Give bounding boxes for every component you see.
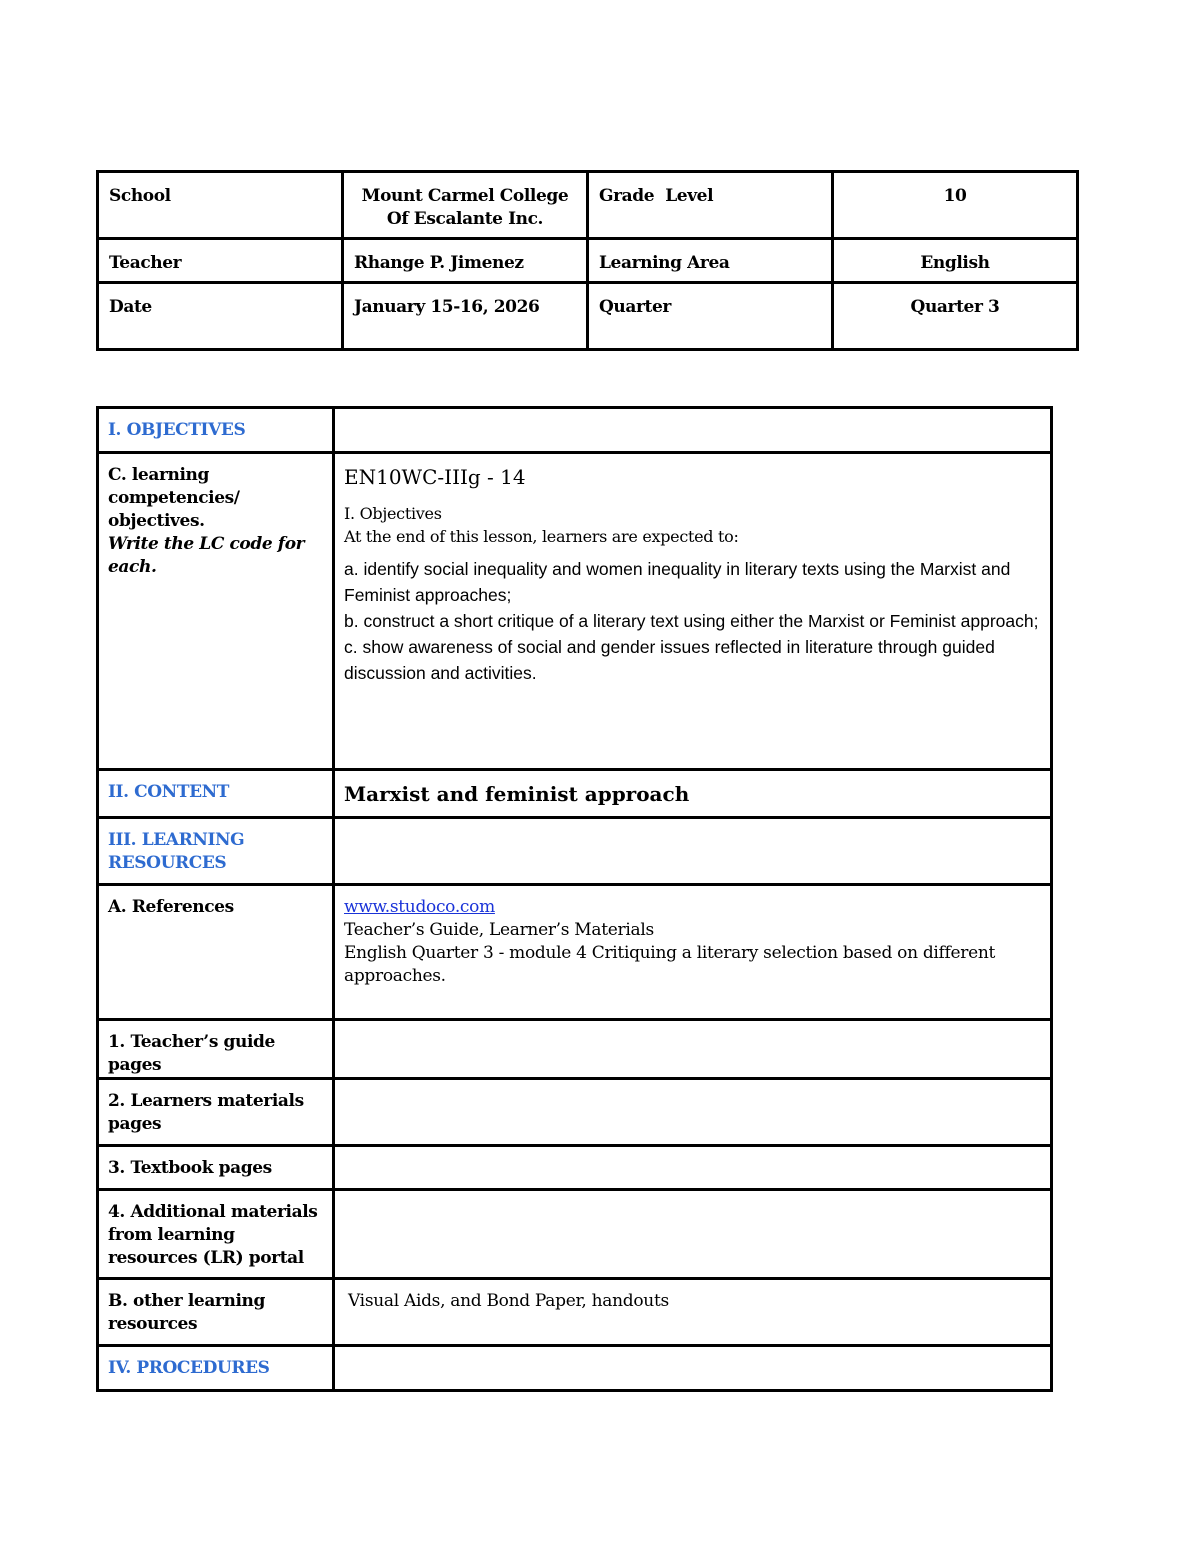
references-label: A. References — [98, 885, 334, 1020]
lm-pages-empty-cell — [334, 1079, 1052, 1146]
date-value: January 15-16, 2026 — [343, 283, 588, 350]
objectives-empty-cell — [334, 408, 1052, 453]
quarter-label: Quarter — [588, 283, 833, 350]
textbook-empty-cell — [334, 1146, 1052, 1190]
header-row-teacher — [98, 239, 1078, 283]
resources-row — [98, 818, 1052, 885]
textbook-label: 3. Textbook pages — [98, 1146, 334, 1190]
other-resources-label: B. other learning resources — [98, 1279, 334, 1346]
lc-code: EN10WC-IIIg - 14 — [344, 465, 526, 489]
tg-pages-empty-cell — [334, 1020, 1052, 1079]
objective-b: b. construct a short critique of a literary text using either the Marxist or Feminist approach; — [344, 611, 1039, 631]
tg-pages-row — [98, 1020, 1052, 1079]
date-label: Date — [98, 283, 343, 350]
competencies-label-cell — [98, 453, 334, 770]
learning-area-value: English — [833, 239, 1078, 283]
procedures-heading: IV. PROCEDURES — [98, 1346, 334, 1391]
school-label: School — [98, 172, 343, 239]
resources-empty-cell — [334, 818, 1052, 885]
content-heading: II. CONTENT — [98, 770, 334, 818]
additional-label: 4. Additional materials from learning resources (LR) portal — [98, 1190, 334, 1279]
content-value: Marxist and feminist approach — [344, 782, 690, 806]
header-row-school — [98, 172, 1078, 239]
header-row-date — [98, 283, 1078, 350]
competencies-note: Write the LC code for each. — [108, 534, 305, 577]
teacher-label: Teacher — [98, 239, 343, 283]
lm-pages-label: 2. Learners materials pages — [98, 1079, 334, 1146]
reference-line-2: Teacher’s Guide, Learner’s Materials — [344, 920, 654, 940]
procedures-empty-cell — [334, 1346, 1052, 1391]
grade-level-label: Grade Level — [588, 172, 833, 239]
objectives-title: I. Objectives — [344, 504, 442, 523]
procedures-row — [98, 1346, 1052, 1391]
objective-a: a. identify social inequality and women inequality in literary texts using the Marxist and Feminist approaches; — [344, 559, 1011, 605]
content-value-cell — [334, 770, 1052, 818]
learning-area-label: Learning Area — [588, 239, 833, 283]
objectives-intro: At the end of this lesson, learners are expected to: — [344, 527, 739, 546]
resources-heading: III. LEARNING RESOURCES — [98, 818, 334, 885]
competencies-row — [98, 453, 1052, 770]
competencies-label: C. learning competencies/ objectives. — [108, 465, 240, 531]
objectives-heading: I. OBJECTIVES — [98, 408, 334, 453]
reference-link[interactable]: www.studoco.com — [344, 897, 495, 917]
content-row — [98, 770, 1052, 818]
competencies-value-cell — [334, 453, 1052, 770]
reference-line-3: English Quarter 3 - module 4 Critiquing a literary selection based on different approaches. — [344, 943, 996, 986]
references-value-cell — [334, 885, 1052, 1020]
quarter-value: Quarter 3 — [833, 283, 1078, 350]
lesson-plan-table — [96, 406, 1053, 1392]
objectives-row — [98, 408, 1052, 453]
other-resources-value: Visual Aids, and Bond Paper, handouts — [334, 1279, 1052, 1346]
objective-c: c. show awareness of social and gender issues reflected in literature through guided discussion and activities. — [344, 637, 995, 683]
school-value: Mount Carmel College Of Escalante Inc. — [343, 172, 588, 239]
other-resources-row — [98, 1279, 1052, 1346]
references-row — [98, 885, 1052, 1020]
teacher-value: Rhange P. Jimenez — [343, 239, 588, 283]
header-info-table — [96, 170, 1079, 351]
textbook-row — [98, 1146, 1052, 1190]
grade-level-value: 10 — [833, 172, 1078, 239]
lm-pages-row — [98, 1079, 1052, 1146]
additional-row — [98, 1190, 1052, 1279]
additional-empty-cell — [334, 1190, 1052, 1279]
tg-pages-label: 1. Teacher’s guide pages — [98, 1020, 334, 1079]
